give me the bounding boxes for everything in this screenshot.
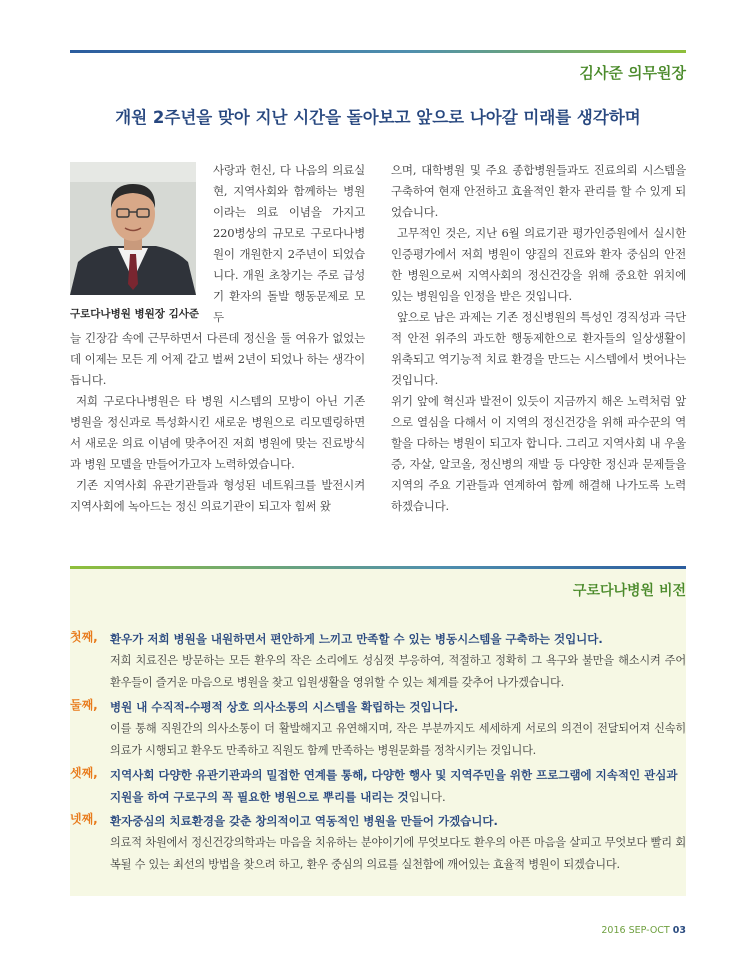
page-footer xyxy=(601,925,686,936)
paragraph: 으며, 대학병원 및 주요 종합병원들과도 진료의뢰 시스템을 구축하여 현재 안전하고 효율적인 환자 관리를 할 수 있게 되었습니다. xyxy=(391,163,686,219)
vision-item-heading xyxy=(110,764,686,808)
issue-label: 2016 SEP-OCT xyxy=(601,925,670,936)
paragraph: 앞으로 남은 과제는 기존 정신병원의 특성인 경직성과 극단적 안전 위주의 과도한 행동제한으로 환자들의 일상생활이 위축되고 역기능적 치료 환경을 만드는 시스템에서 벗어나는 것입니다. xyxy=(391,310,686,387)
vision-box xyxy=(70,566,686,896)
vision-item-label: 둘째, xyxy=(70,698,98,712)
paragraph: 고무적인 것은, 지난 6월 의료기관 평가인증원에서 실시한 인증평가에서 저희 병원이 양질의 진료와 환자 중심의 안전한 병원으로써 지역사회의 정신건강을 위해 중요한 위치에 있는 병원임을 인정을 받은 것입니다. xyxy=(391,226,686,303)
photo-caption: 구로다나병원 병원장 김사준 xyxy=(70,308,200,320)
paragraph: 기존 지역사회 유관기관들과 형성된 네트워크를 발전시켜 지역사회에 녹아드는 정신 의료기관이 되고자 힘써 왔 xyxy=(70,478,365,513)
vision-item-label: 첫째, xyxy=(70,630,98,644)
vision-item-heading: 환자중심의 치료환경을 갖춘 창의적이고 역동적인 병원을 만들어 가겠습니다. xyxy=(110,814,498,828)
vision-rule xyxy=(70,566,686,569)
vision-item-heading-text: 지역사회 다양한 유관기관과의 밀접한 연계를 통해, 다양한 행사 및 지역주민을 위한 프로그램에 지속적인 관심과 지원을 하여 구로구의 꼭 필요한 병원으로 뿌리를 내리는 것 xyxy=(110,768,678,804)
vision-item-body: 저희 치료진은 방문하는 모든 환우의 작은 소리에도 성심껏 부응하여, 적절하고 정확히 그 욕구와 불만을 해소시켜 주어 환우들이 즐거운 마음으로 병원을 찾고 입원생활을 영위할 수 있는 체계를 갖추어 나가겠습니다. xyxy=(110,654,686,689)
paragraph: 저희 구로다나병원은 타 병원 시스템의 모방이 아닌 기존 병원을 정신과로 특성화시킨 새로운 병원으로 리모델링하면서 새로운 의료 이념에 맞추어진 저희 병원에 맞는 진료방식과 병원 모델을 만들어가고자 노력하였습니다. xyxy=(70,394,365,471)
vision-item-heading: 병원 내 수직적-수평적 상호 의사소통의 시스템을 확립하는 것입니다. xyxy=(110,700,459,714)
director-photo xyxy=(70,162,196,295)
article-right-column xyxy=(391,160,686,517)
top-rule xyxy=(70,50,686,53)
paragraph: 늘 긴장감 속에 근무하면서 다른데 정신을 둘 여유가 없었는데 이제는 모든 게 어제 같고 벌써 2년이 되었나 하는 생각이 듭니다. xyxy=(70,331,365,387)
page-number: 03 xyxy=(672,925,686,936)
vision-item-label: 셋째, xyxy=(70,766,98,780)
vision-item-heading: 환우가 저희 병원을 내원하면서 편안하게 느끼고 만족할 수 있는 병동시스템을 구축하는 것입니다. xyxy=(110,632,603,646)
article-left-column xyxy=(70,328,365,517)
vision-title: 구로다나병원 비전 xyxy=(572,583,686,599)
vision-item-heading-tail: 입니다. xyxy=(408,790,446,804)
article-left-top xyxy=(213,160,365,328)
vision-item-label: 넷째, xyxy=(70,812,98,826)
paragraph: 사랑과 헌신, 다 나음의 의료실현, 지역사회와 함께하는 병원이라는 의료 이념을 가지고 220병상의 규모로 구로다나병원이 개원한지 2주년이 되었습니다. 개원 초창기는 주로 급성기 환자의 돌발 행동문제로 모두 xyxy=(213,163,365,324)
vision-item-body: 이를 통해 직원간의 의사소통이 더 활발해지고 유연해지며, 작은 부분까지도 세세하게 서로의 의견이 전달되어져 신속히 의료가 시행되고 환우도 만족하고 직원도 함께 만족하는 병원문화를 정착시키는 것입니다. xyxy=(110,722,686,757)
author-title: 김사준 의무원장 xyxy=(579,64,686,82)
paragraph: 위기 앞에 혁신과 발전이 있듯이 지금까지 해온 노력처럼 앞으로 열심을 다해서 이 지역의 정신건강을 위해 파수꾼의 역할을 다하는 병원이 되고자 합니다. 그리고 지역사회 내 우울증, 자살, 알코올, 정신병의 재발 등 다양한 정신과 문제들을 지역의 주요 기관들과 연계하여 함께 해결해 나가도록 노력하겠습니다. xyxy=(391,394,686,513)
page-title: 개원 2주년을 맞아 지난 시간을 돌아보고 앞으로 나아갈 미래를 생각하며 xyxy=(115,108,641,127)
vision-item-body: 의료적 차원에서 정신건강의학과는 마음을 치유하는 분야이기에 무엇보다도 환우의 아픈 마음을 살피고 무엇보다 빨리 회복될 수 있는 최선의 방법을 찾으려 하고, 환우 중심의 의료를 실천함에 깨어있는 효율적 병원이 되겠습니다. xyxy=(110,836,686,871)
